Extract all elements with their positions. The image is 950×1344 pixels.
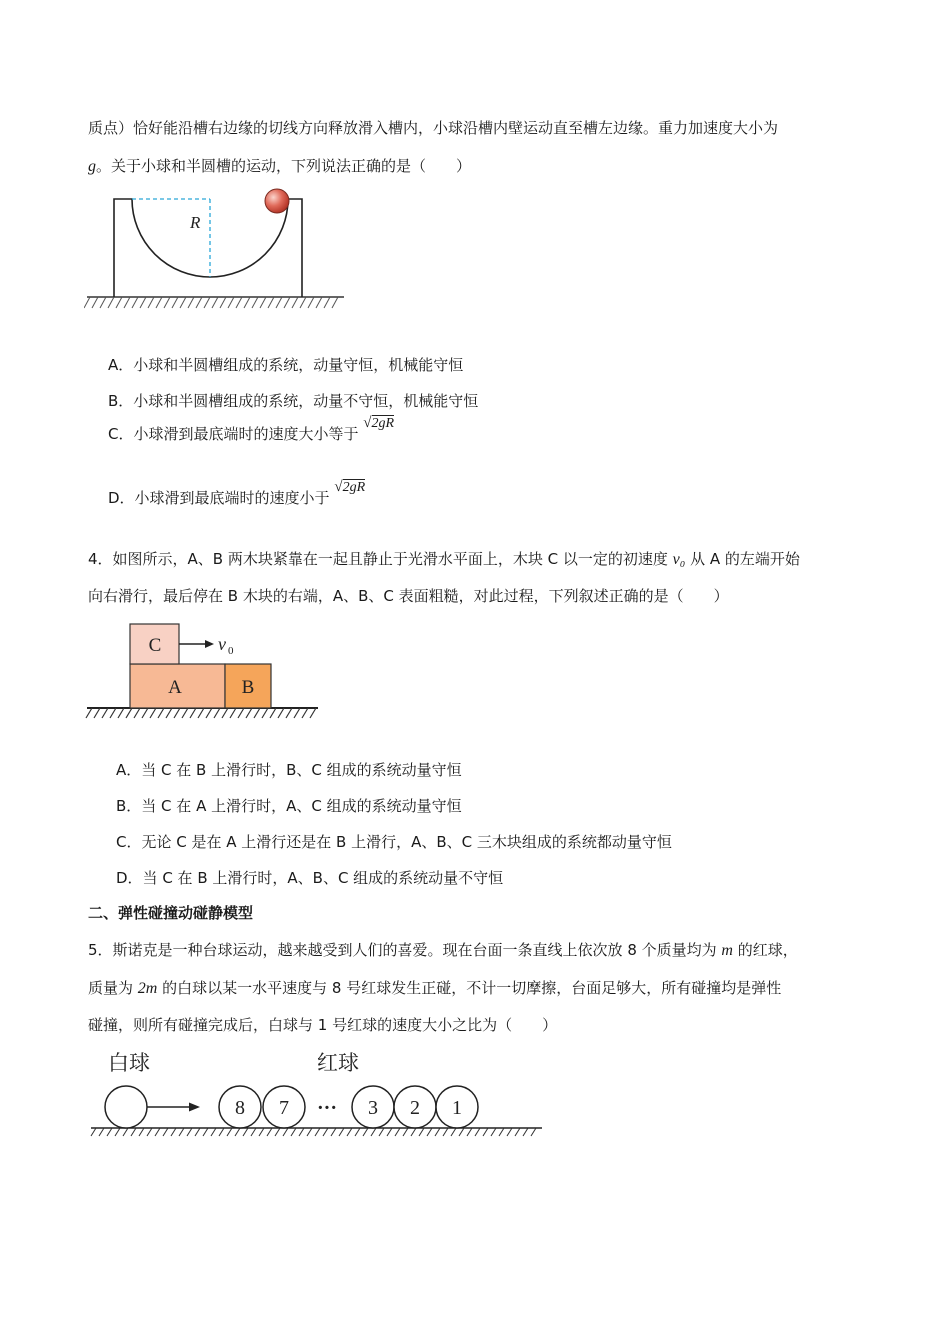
q3-option-c	[108, 415, 395, 446]
q3-text-line2	[88, 156, 471, 177]
q5-red-ball-label: 红球	[317, 1051, 359, 1075]
q4-label-b: B	[241, 677, 255, 698]
q3-radius-label: R	[190, 213, 201, 232]
q5-text-line1-a: 5．斯诺克是一种台球运动，越来越受到人们的喜爱。现在台面一条直线上依次放 8 个质量均为	[88, 941, 722, 959]
q5-white-ball-label: 白球	[108, 1051, 150, 1075]
q4-label-v: v	[218, 634, 226, 654]
q3-groove-figure	[84, 186, 348, 316]
q4-text-line1-b: 从 A 的左端开始	[685, 550, 800, 568]
q5-text-line2-b: 的白球以某一水平速度与 8 号红球发生正碰，不计一切摩擦，台面足够大，所有碰撞均是弹性	[157, 979, 782, 997]
q5-text-line3: 碰撞，则所有碰撞完成后，白球与 1 号红球的速度大小之比为（ ）	[88, 1016, 558, 1034]
q3-option-d-text: D．小球滑到最底端时的速度小于	[108, 489, 330, 507]
q3-option-c-sqrt-expr: 2gR	[371, 416, 395, 431]
q5-ball-3-label: 3	[368, 1097, 378, 1119]
q3-text-line2-rest: 。关于小球和半圆槽的运动，下列说法正确的是（ ）	[96, 157, 472, 175]
q5-text-line2-a: 质量为	[88, 979, 138, 997]
q4-label-v-sub: 0	[228, 645, 234, 657]
q5-ball-1-label: 1	[452, 1097, 462, 1119]
q4-option-b: B．当 C 在 A 上滑行时，A、C 组成的系统动量守恒	[116, 797, 462, 815]
q4-text-line1-a: 4．如图所示，A、B 两木块紧靠在一起且静止于光滑水平面上，木块 C 以一定的初速度	[88, 550, 673, 568]
q3-option-c-text: C．小球滑到最底端时的速度大小等于	[108, 425, 359, 443]
q5-text-line1	[88, 940, 798, 961]
q3-option-d-sqrt: √2gR	[334, 479, 366, 495]
q3-option-a: A．小球和半圆槽组成的系统，动量守恒，机械能守恒	[108, 356, 464, 374]
q3-option-c-sqrt: √2gR	[363, 415, 395, 431]
q5-balls-figure	[88, 1044, 548, 1144]
q3-option-b: B．小球和半圆槽组成的系统，动量不守恒，机械能守恒	[108, 392, 479, 410]
q5-white-ball	[105, 1086, 147, 1128]
q4-option-d: D．当 C 在 B 上滑行时，A、B、C 组成的系统动量不守恒	[116, 869, 504, 887]
q5-ball-7-label: 7	[279, 1097, 289, 1119]
q3-text-line1: 质点）恰好能沿槽右边缘的切线方向释放滑入槽内，小球沿槽内壁运动直至槽左边缘。重力加速度大小为	[88, 119, 779, 137]
q3-option-d-sqrt-expr: 2gR	[342, 480, 366, 495]
q5-dots: ···	[316, 1097, 338, 1119]
q4-text-line2: 向右滑行，最后停在 B 木块的右端，A、B、C 表面粗糙，对此过程，下列叙述正确的是（ ）	[88, 587, 729, 605]
q4-arrow-icon	[205, 640, 214, 648]
q5-ball-2-label: 2	[410, 1097, 420, 1119]
q4-option-c: C．无论 C 是在 A 上滑行还是在 B 上滑行，A、B、C 三木块组成的系统都动量守恒	[116, 833, 672, 851]
q3-ball	[265, 189, 289, 213]
q4-blocks-figure	[84, 618, 324, 724]
q4-option-a: A．当 C 在 B 上滑行时，B、C 组成的系统动量守恒	[116, 761, 462, 779]
q5-text-line2	[88, 978, 781, 999]
q4-var-v0: v₀	[672, 551, 686, 568]
q5-arrow-icon	[189, 1103, 200, 1112]
q5-var-2m: 2m	[137, 980, 158, 997]
q5-text-line1-b: 的红球，	[732, 941, 798, 959]
q4-label-c: C	[148, 635, 162, 656]
section-2-heading: 二、弹性碰撞动碰静模型	[88, 904, 254, 922]
q5-ball-8-label: 8	[235, 1097, 245, 1119]
q5-var-m: m	[721, 942, 733, 959]
q4-text-line1	[88, 549, 800, 570]
q3-option-d	[108, 479, 366, 510]
q3-var-g: g	[88, 158, 96, 175]
q4-label-a: A	[168, 677, 182, 698]
